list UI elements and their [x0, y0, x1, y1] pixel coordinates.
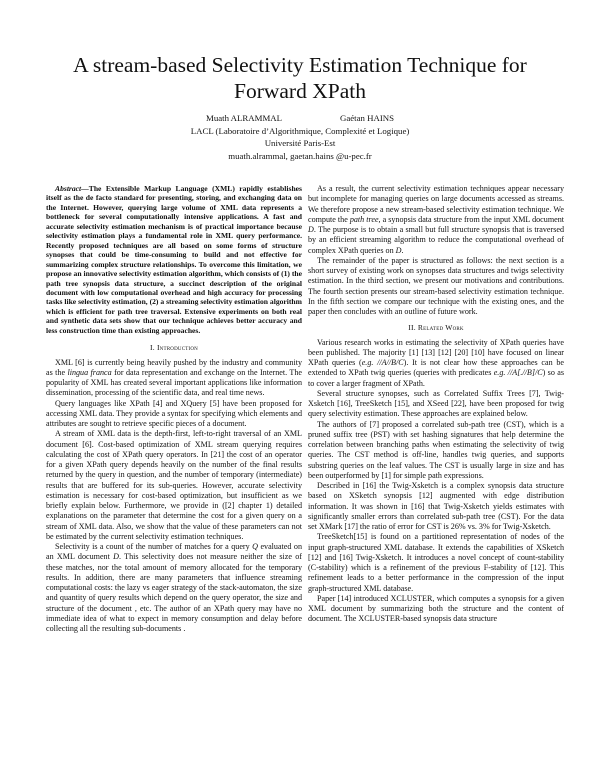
intro-paragraph-2: Query languages like XPath [4] and XQuery [5] have been proposed for accessing XML data. They provide a syntax for specifying which elements and attributes are sought to retrieve specific pieces of a document. — [46, 398, 302, 428]
section-heading-introduction: I. Introduction — [150, 343, 198, 353]
italic-run: D — [113, 552, 119, 562]
text-run: . This selectivity does not measure neither the size of these matches, nor the total amount of memory allocated for the temporary results. In addition, there are many parameters that influence streaming computational costs: the lazy vs eager strategy of the stack-automaton, the size and quantity of query results which depend on the query operator, the size and structure of the document , etc. The author of an XPath query may have no immediate idea of what to expect in memory consumption and delay before collecting all the resulting sub-documents . — [46, 552, 302, 633]
author-names — [0, 112, 600, 125]
related-paragraph-4: Described in [16] the Twig-Xsketch is a complex synopsis data structure based on XSketch synopsis [12] augmented with edge distribution information. It was shown in [16] that Twig-Xsketch yields estimates with significantly smaller errors than correlated sub-path tree (CST). For the data set XMark [17] the ratio of error for CST is 26% vs. 3% for Twig-Xsketch. — [308, 481, 564, 531]
related-paragraph-5: TreeSketch[15] is found on a partitioned representation of nodes of the input graph-structured XML database. It extends the capabilities of XSketch [12] and [16] Twig-Xsketch. It introduces a novel concept of count-stability (C-stability) which is a refinement of the previous F-stability of [12]. This refinement leads to a better performance in the compression of the input graph-structured XML database. — [308, 532, 564, 593]
abstract-label: Abstract — [55, 184, 82, 193]
text-run: ) so as to cover a larger fragment of XPath. — [308, 368, 564, 388]
intro-paragraph-3: A stream of XML data is the depth-first, left-to-right traversal of an XML document [6]. Cost-based optimization of XML stream querying requires calculating the cost of XPath query operators. In [21] the cost of an operator for a given XPath query depends heavily on the number of the final results returned by the query in question, and the number of temporary (intermediate) results that are buffered for its sub-queries. However, accurate selectivity estimation is necessary for cost-based optimization, but insufficient as we briefly explain below. Furthermore, we provide in ([2] chapter 1) detailed explanations on the parameter that determine the cost for a given query on a stream of XML data. Also, we show that the value of these parameters can not be estimated by the current selectivity estimation techniques. — [46, 429, 302, 541]
text-run: . — [401, 245, 404, 255]
intro-paragraph-5 — [308, 184, 564, 256]
intro-paragraph-1 — [46, 358, 302, 399]
italic-run: D — [395, 245, 402, 255]
abstract — [46, 184, 302, 335]
text-run: , a synopsis data structure from the input XML document — [378, 214, 564, 224]
intro-paragraph-6: The remainder of the paper is structured as follows: the next section is a short survey of existing work on synopses data structures and twigs selectivity estimation. In the third section, we present our motivations and contributions. The fourth section presents our stream-based selectivity estimation technique. In the fifth section we compare our technique with the existing ones, and the paper then concludes with an outline of future work. — [308, 255, 564, 316]
author-2: Gaétan HAINS — [340, 113, 394, 123]
text-run: Selectivity is a count of the number of matches for a query — [55, 542, 253, 551]
text-run: evaluated on an XML document — [46, 542, 302, 562]
italic-run: D — [308, 225, 314, 234]
related-paragraph-1 — [308, 338, 564, 389]
author-email: muath.alrammal, gaetan.hains @u-pec.fr — [228, 150, 372, 161]
text-run: ). It is not clear how these approaches can be extended to XPath twig queries (queries with predicates — [308, 358, 564, 378]
left-column — [46, 184, 302, 634]
university: Université Paris-Est — [264, 138, 336, 149]
italic-run: e.g. //A//B/C — [361, 358, 404, 367]
related-paragraph-6: Paper [14] introduced XCLUSTER, which computes a synopsis for a given XML document by summarizing both the structure and the content of document. The XCLUSTER-based synopsis data structure — [308, 593, 564, 624]
italic-run: e.g. //A[.//B]/C — [493, 368, 543, 378]
author-1: Muath ALRAMMAL — [206, 113, 282, 123]
intro-paragraph-4 — [46, 542, 302, 634]
related-paragraph-3: The authors of [7] proposed a correlated sub-path tree (CST), which is a pruned suffix tree (PST) with set hashing signatures that help determine the correlation between branching paths when estimating the selectivity of twig queries. The CST method is off-line, handles twig queries, and supports substring queries on the leaf values. The CST is usually large in size and has been outperformed by [1] for simple path expressions. — [308, 419, 564, 480]
text-run: As a result, the current selectivity estimation techniques appear necessary but incomplete for managing queries on large documents accessed as streams. We therefore propose a new stream-based selectivity estimation technique. We compute the — [308, 184, 564, 224]
paper-title: A stream-based Selectivity Estimation Technique for Forward XPath — [73, 53, 527, 103]
author-block — [0, 112, 600, 162]
italic-run: path tree — [349, 214, 379, 224]
italic-run: lingua franca — [67, 367, 112, 377]
section-heading-related-work: II. Related Work — [408, 323, 464, 333]
abstract-text: —The Extensible Markup Language (XML) rapidly establishes itself as the de facto standard for presenting, storing, and exchanging data on the Internet. However, querying large volume of XML data represents a bottleneck for several computationally intensive applications. A fast and accurate selectivity estimation mechanism is of practical importance because selectivity estimation plays a fundamental role in XML query performance. Recently proposed techniques are all based on some forms of structure synopses that could be time-consuming to build and not effective for summarizing complex structure relationships. To overcome this limitation, we propose an innovative selectivity estimation algorithm, which consists of (1) the path tree synopsis data structure, a succinct description of the original document with low computational overhead and high accuracy for processing tasks like selectivity estimation, (2) a streaming selectivity estimation algorithm which is efficient for path tree traversal. Extensive experiments on both real and synthetic data sets show that our technique achieves better accuracy and less construction time than existing approaches. — [46, 184, 302, 335]
affiliation: LACL (Laboratoire d’Algorithmique, Complexité et Logique) — [190, 125, 410, 136]
text-run: XML [6] is currently being heavily pushed by the industry and community as the — [46, 357, 302, 377]
text-run: Various research works in estimating the selectivity of XPath queries have been published. The majority [1] [13] [12] [20] [10] have focused on linear XPath queries ( — [308, 337, 564, 367]
italic-run: Q — [252, 542, 258, 551]
related-paragraph-2: Several structure synopses, such as Correlated Suffix Trees [7], Twig-Xsketch [16], TreeSketch [15], and XSeed [22], have been proposed for twig query selectivity estimation. These approaches are explained below. — [308, 388, 564, 419]
text-run: for data representation and exchange on the Internet. The popularity of XML has created several important applications like information dissemination, processing of the scientific data, and real time news. — [46, 367, 302, 398]
text-run: . The purpose is to obtain a small but full structure synopsis that is traversed by an efficient streaming algorithm to reduce the computational overhead of complex XPath queries on — [308, 225, 564, 255]
right-column — [308, 184, 564, 625]
